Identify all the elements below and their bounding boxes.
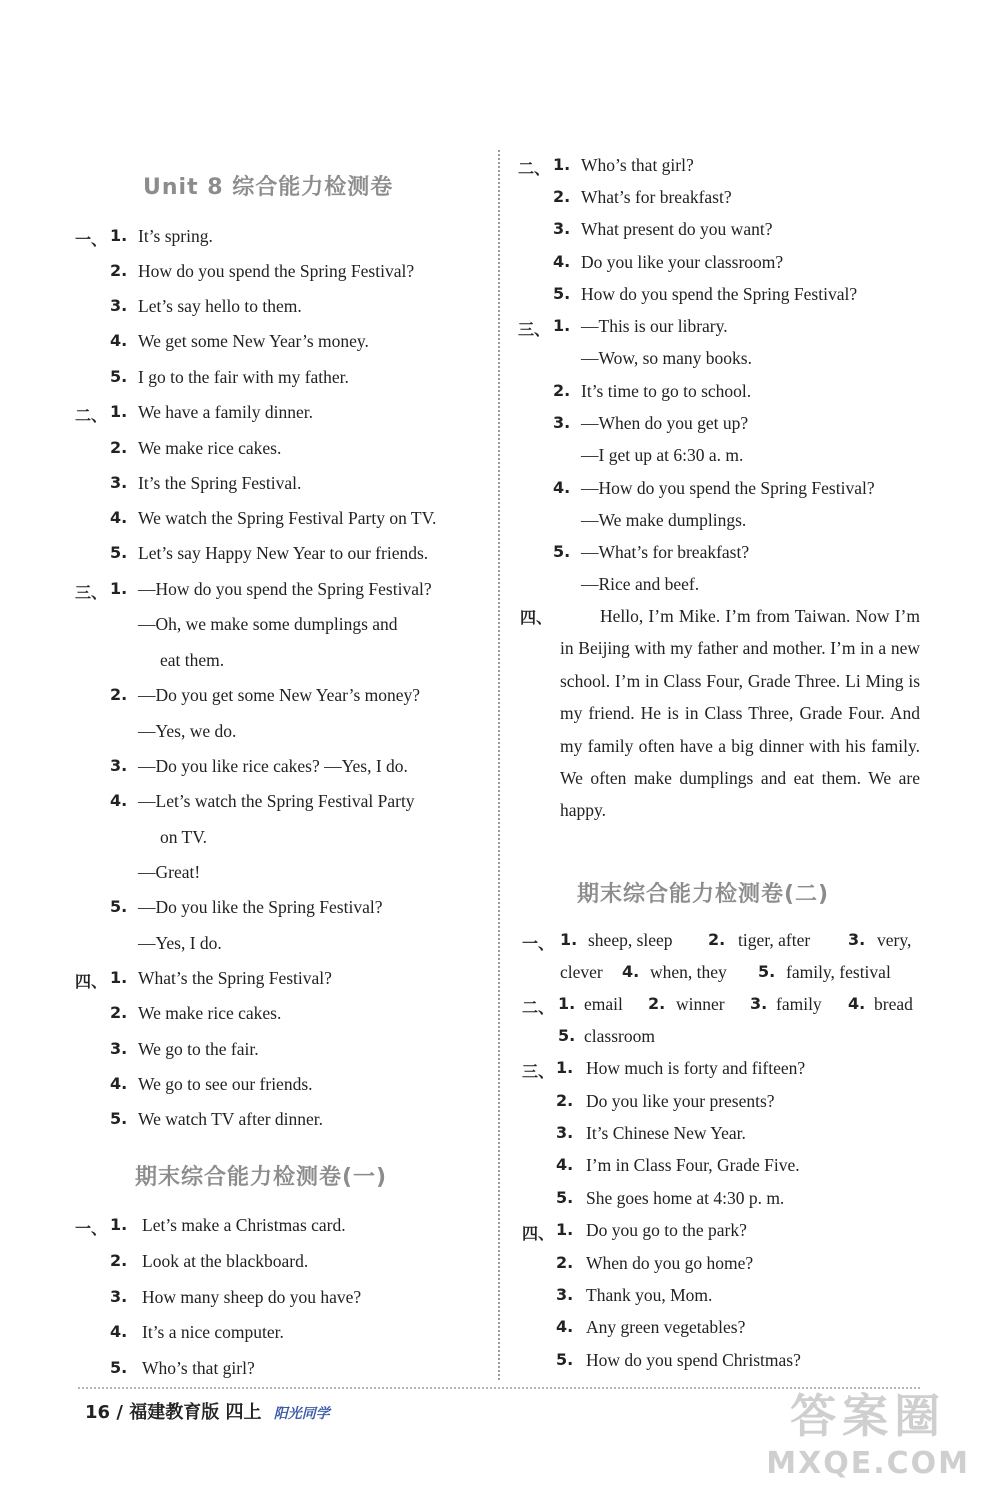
answer-line: —We make dumplings. xyxy=(581,510,747,530)
answer-line: 1. sheep, sleep 2. tiger, after 3. very, xyxy=(560,930,912,950)
answer-line: —Yes, I do. xyxy=(138,933,222,953)
section-mark: 三、 xyxy=(522,1062,555,1081)
section-mark: 四、 xyxy=(75,972,108,991)
watermark-url: MXQE.COM xyxy=(766,1446,970,1481)
section-mark: 二、 xyxy=(522,998,555,1017)
answer-line: clever 4. when, they 5. family, festival xyxy=(560,962,891,982)
answer-line: —Rice and beef. xyxy=(581,574,700,594)
answer-line: —Yes, we do. xyxy=(138,721,237,741)
column-divider xyxy=(498,150,500,1380)
section-mark: 三、 xyxy=(75,583,108,602)
answer-line: —I get up at 6:30 a. m. xyxy=(581,445,744,465)
section-mark: 二、 xyxy=(518,159,551,178)
watermark xyxy=(766,1380,970,1481)
publisher: 福建教育版 xyxy=(129,1402,220,1423)
answer-line: eat them. xyxy=(160,650,225,670)
answer-line: —Oh, we make some dumplings and xyxy=(138,614,398,634)
section-mark: 四、 xyxy=(522,1224,555,1243)
answer-line: 1. email 2. winner 3. family 4. bread xyxy=(558,994,913,1014)
passage-text: Hello, I’m Mike. I’m from Taiwan. Now I’m in Beijing with my father and mother. I’m in a new school. I’m in Class Four, Grade Three. Li Ming is my friend. He is in Class Three, Grade Four. And my family often have a big dinner with his family. We often make dumplings and eat them. We are happy. xyxy=(560,606,920,821)
section-mark: 二、 xyxy=(75,406,108,425)
answer-line: —Great! xyxy=(138,862,201,882)
section-mark: 三、 xyxy=(518,320,551,339)
page-number: 16 xyxy=(85,1402,111,1423)
reading-passage xyxy=(560,600,920,827)
unit8-title: Unit 8 综合能力检测卷 xyxy=(143,175,394,200)
final-exam-1-title: 期末综合能力检测卷(一) xyxy=(135,1165,388,1190)
section-mark: 一、 xyxy=(522,934,555,953)
final-exam-2-title: 期末综合能力检测卷(二) xyxy=(577,882,830,907)
section-mark: 一、 xyxy=(75,1219,108,1238)
section-mark: 一、 xyxy=(75,230,108,249)
answer-line: —Wow, so many books. xyxy=(581,348,752,368)
watermark-logo: 答案圈 xyxy=(790,1389,947,1443)
footer-separator: / xyxy=(116,1402,123,1423)
grade-label: 四上 xyxy=(225,1402,262,1423)
brand-logo: 阳光同学 xyxy=(273,1406,330,1422)
answer-line: on TV. xyxy=(160,827,208,847)
section-mark: 四、 xyxy=(520,608,553,627)
page-footer xyxy=(85,1398,330,1424)
